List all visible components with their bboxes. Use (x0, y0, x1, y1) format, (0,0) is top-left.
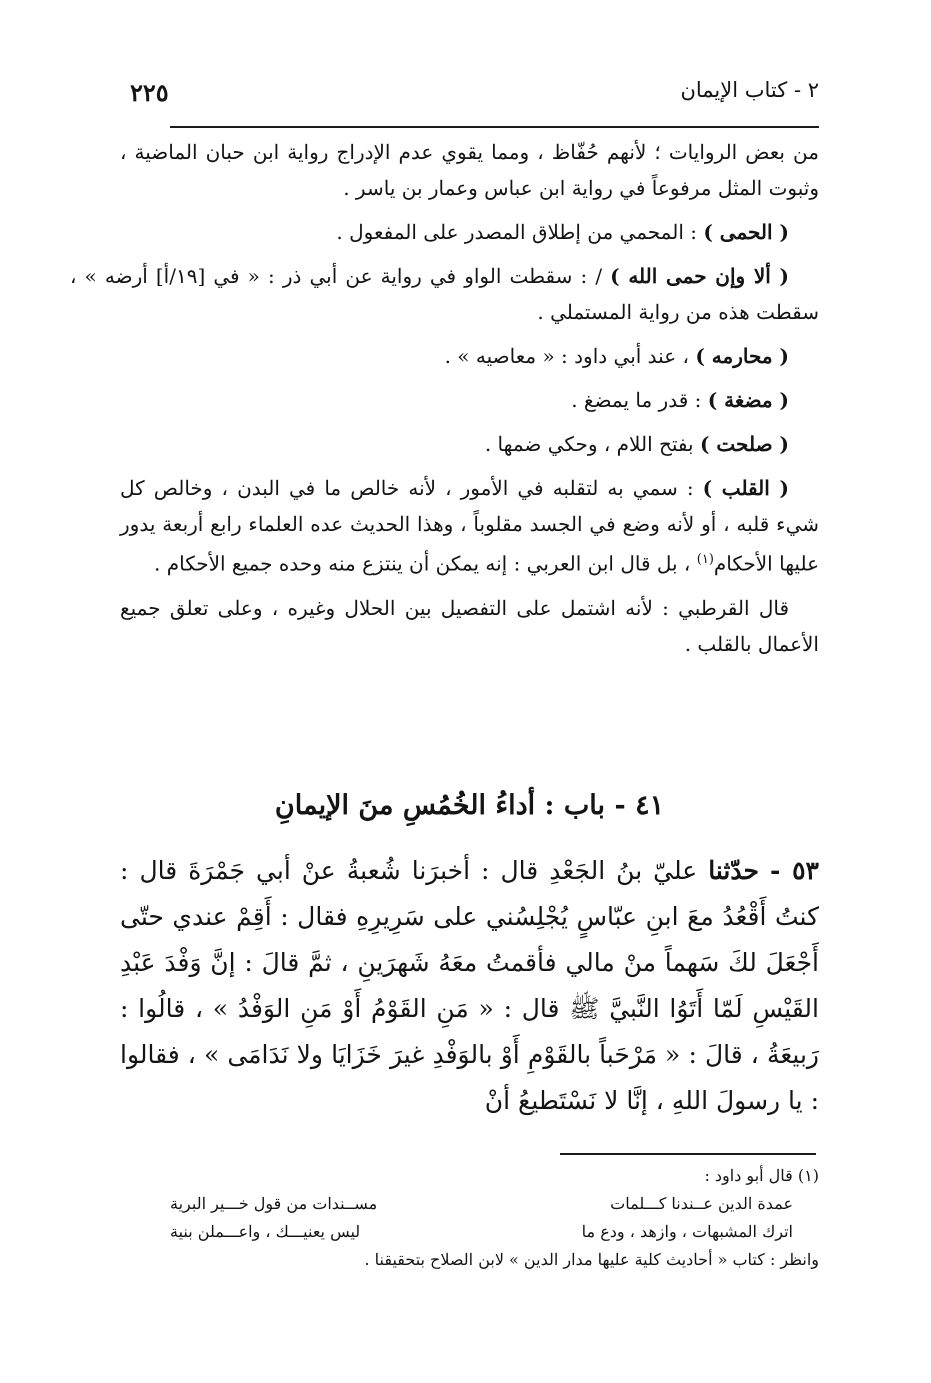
verse-hemistich-right: عمدة الدين عــندنا كـــلمات (610, 1194, 793, 1213)
glossed-term: ( محارمه ) (695, 344, 789, 368)
paragraph-text: بفتح اللام ، وحكي ضمها . (484, 432, 700, 456)
hadith-text (120, 848, 819, 1124)
glossed-term: ( الحمى ) (703, 220, 789, 244)
hadith-body: عليّ بنُ الجَعْدِ قال : أخبرَنا شُعبةُ عنْ أبي جَمْرَةَ قال : كنتُ أَقْعُدُ معَ ابنِ عبّاسٍ يُجْلِسُني على سَرِيرِهِ فقال : أَقِمْ عندي حتّى أَجْعَلَ لكَ سَهماً منْ مالي فأقمتُ معَهُ شَهرَينِ ، ثمَّ قالَ : إنَّ وَفْدَ عَبْدِ القَيْسِ لَمّا أَتَوُا النَّبيَّ ﷺ قال : « مَنِ القَوْمُ أَوْ مَنِ الوَفْدُ » ، قالُوا : رَبيعَةُ ، قالَ : « مَرْحَباً بالقَوْمِ أَوْ بالوَفْدِ غيرَ خَزَايَا ولا نَدَامَى » ، فقالوا : يا رسولَ اللهِ ، إنَّا لا نَسْتَطيعُ أنْ (120, 856, 819, 1115)
commentary-paragraph (70, 258, 819, 330)
glossed-term: ( مضغة ) (707, 388, 789, 412)
paragraph-text: : قدر ما يمضغ . (571, 388, 708, 412)
header-rule (170, 126, 819, 128)
paragraph-text: / : سقطت الواو في رواية عن أبي ذر : « في [١٩/أ] أرضه » ، سقطت هذه من رواية المستملي . (70, 264, 819, 324)
chapter-heading: ٤١ - باب : أداءُ الخُمُسِ منَ الإيمانِ (274, 790, 665, 821)
commentary-paragraph (120, 470, 819, 582)
hadith-lead: حدّثنا (708, 856, 759, 885)
footnote-rule (560, 1153, 816, 1155)
hadith-paragraph (120, 848, 819, 1124)
commentary-paragraph (120, 590, 819, 662)
paragraph-text: : المحمي من إطلاق المصدر على المفعول . (336, 220, 704, 244)
footnote-marker[interactable]: (١) (696, 552, 714, 567)
commentary-paragraph (120, 214, 819, 250)
paragraph-text: : سمي به لتقلبه في الأمور ، لأنه خالص ما في البدن ، وخالص كل شيء قلبه ، أو لأنه وضع في الجسد مقلوباً ، وهذا الحديث عده العلماء رابع أربعة يدور عليها الأحكام (120, 476, 819, 576)
footnote-intro: (١) قال أبو داود : (704, 1166, 819, 1185)
commentary-paragraph (120, 338, 819, 374)
verse-hemistich-right: اترك المشبهات ، وازهد ، ودع ما (581, 1222, 793, 1241)
commentary-paragraph (120, 382, 819, 418)
verse-hemistich-left: مســندات من قول خـــير البرية (170, 1194, 378, 1213)
paragraph-text: ، بل قال ابن العربي : إنه يمكن أن ينتزع منه وحده جميع الأحكام . (154, 551, 697, 576)
glossed-term: ( القلب ) (702, 476, 789, 500)
verse-line (150, 1218, 819, 1246)
glossed-term: ( صلحت ) (699, 432, 789, 456)
glossed-term: ( ألا وإن حمى الله ) (610, 264, 790, 288)
verse-line (150, 1190, 819, 1218)
footnotes (150, 1162, 819, 1274)
commentary-paragraph (120, 426, 819, 462)
commentary-body (70, 134, 819, 670)
paragraph-text: ، عند أبي داود : « معاصيه » . (444, 344, 696, 368)
page-header (120, 78, 819, 118)
paragraph-text: من بعض الروايات ؛ لأنهم حُفّاظ ، ومما يقوي عدم الإدراج رواية ابن حبان الماضية ، وثبوت المثل مرفوعاً في رواية ابن عباس وعمار بن ياسر . (120, 140, 819, 200)
chapter-title: ٢ - كتاب الإيمان (680, 78, 819, 102)
verse-hemistich-left: ليس يعنيـــك ، واعـــملن بنية (170, 1222, 361, 1241)
paragraph-text: قال القرطبي : لأنه اشتمل على التفصيل بين الحلال وغيره ، وعلى تعلق جميع الأعمال بالقلب . (120, 595, 819, 656)
footnote-reference: وانظر : كتاب « أحاديث كلية عليها مدار الدين » لابن الصلاح بتحقيقنا . (364, 1250, 819, 1269)
commentary-paragraph (120, 134, 819, 206)
hadith-number: ٥٣ - (769, 856, 819, 885)
page-number: ٢٢٥ (130, 78, 169, 107)
